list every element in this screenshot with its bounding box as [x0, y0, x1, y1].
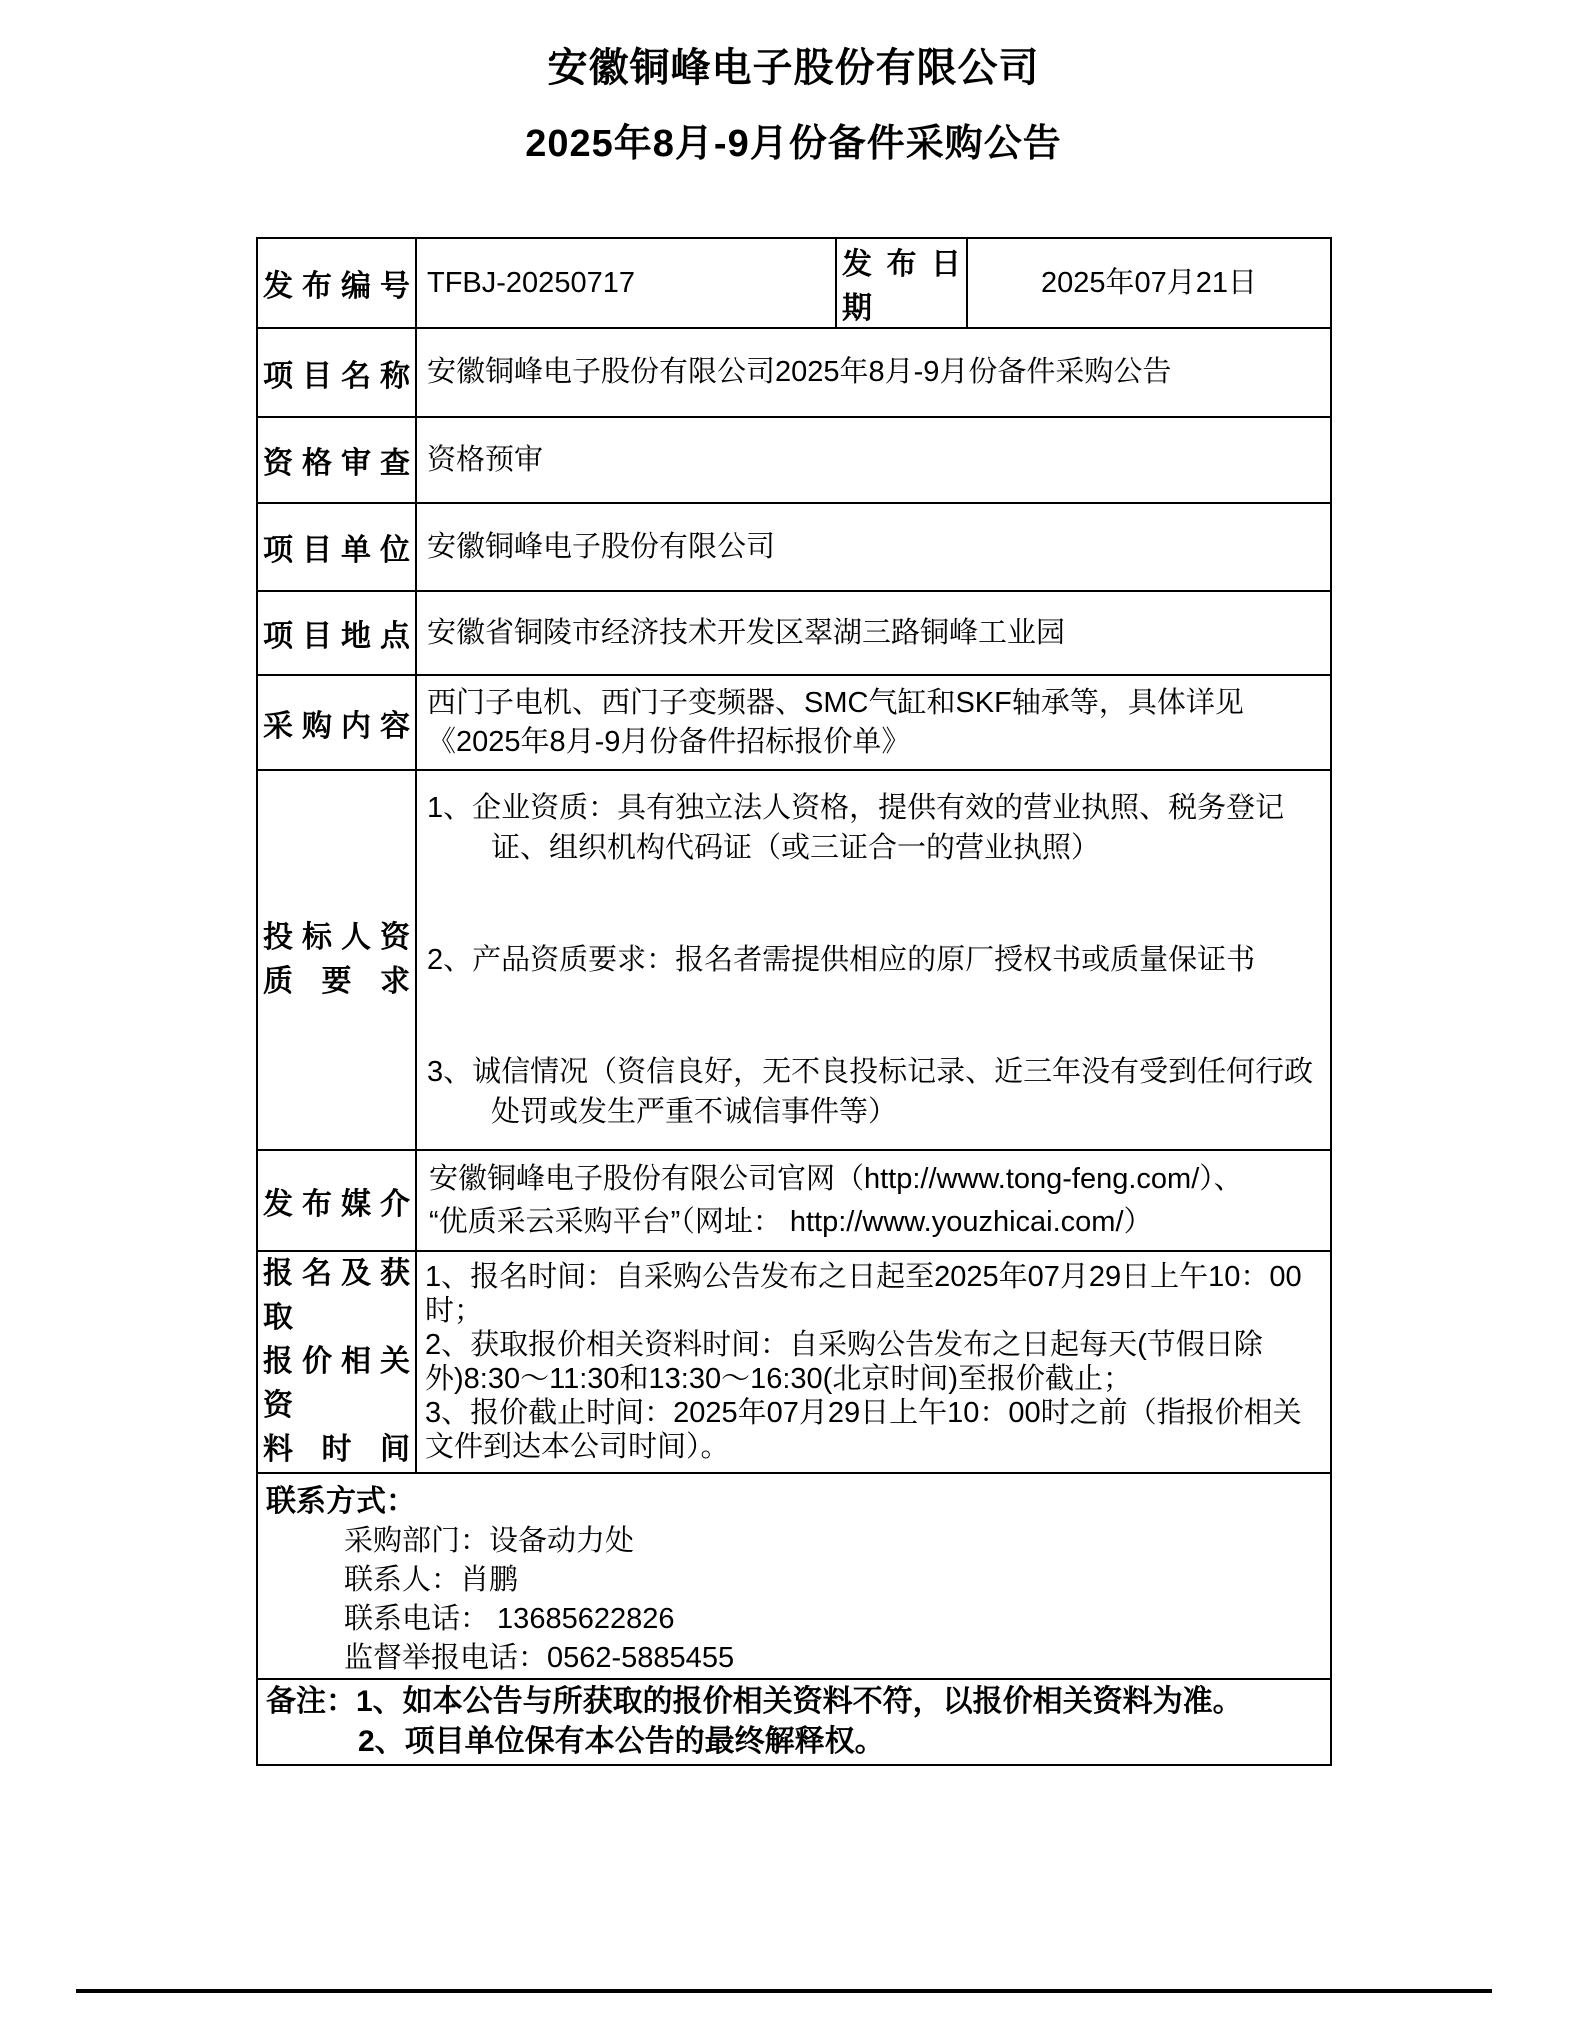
procurement-content-value: 西门子电机、西门子变频器、SMC气缸和SKF轴承等，具体详见《2025年8月-9月份备件招标报价单》	[416, 675, 1331, 770]
bidder-qualification-label-line: 投标人资	[263, 921, 410, 954]
publish-media-line: “优质采云采购平台”（网址： http://www.youzhicai.com/）	[429, 1205, 1153, 1238]
schedule-item: 2、获取报价相关资料时间：自采购公告发布之日起每天(节假日除外)8:30～11:30和13:30～16:30(北京时间)至报价截止；	[425, 1329, 1263, 1395]
publish-media-label: 发布媒介	[257, 1150, 416, 1251]
qualification-review-value: 资格预审	[416, 417, 1331, 503]
publish-media-line: 安徽铜峰电子股份有限公司官网（http://www.tong-feng.com/）、	[429, 1162, 1243, 1195]
row-project-unit	[257, 503, 1331, 591]
bidder-qualification-value	[416, 770, 1331, 1150]
footer-rule	[76, 1989, 1492, 1993]
project-location-value: 安徽省铜陵市经济技术开发区翠湖三路铜峰工业园	[416, 591, 1331, 675]
contact-line-person: 联系人：肖鹏	[344, 1564, 519, 1596]
schedule-item: 1、报名时间：自采购公告发布之日起至2025年07月29日上午10：00时；	[425, 1261, 1302, 1327]
row-contact	[257, 1473, 1331, 1679]
schedule-label	[257, 1251, 416, 1473]
row-procurement-content	[257, 675, 1331, 770]
publish-no-label: 发布编号	[257, 238, 416, 328]
remark-item: 1、如本公告与所获取的报价相关资料不符，以报价相关资料为准。	[356, 1685, 1243, 1718]
remark-cell	[257, 1679, 1331, 1765]
contact-line-phone: 联系电话： 13685622826	[344, 1603, 675, 1635]
project-name-value: 安徽铜峰电子股份有限公司2025年8月-9月份备件采购公告	[416, 328, 1331, 417]
project-unit-value: 安徽铜峰电子股份有限公司	[416, 503, 1331, 591]
publish-no-value: TFBJ-20250717	[416, 238, 836, 328]
schedule-label-line: 报价相关资	[263, 1345, 410, 1422]
row-publish-no	[257, 238, 1331, 328]
bidder-qualification-label-line: 质要求	[263, 965, 410, 998]
schedule-value	[416, 1251, 1331, 1473]
row-project-name	[257, 328, 1331, 417]
row-remark	[257, 1679, 1331, 1765]
qualification-review-label: 资格审查	[257, 417, 416, 503]
remark-line-2: 2、项目单位保有本公告的最终解释权。	[358, 1725, 885, 1758]
contact-cell	[257, 1473, 1331, 1679]
announcement-table	[256, 237, 1332, 1766]
schedule-label-line: 料时间	[263, 1433, 410, 1466]
row-schedule	[257, 1251, 1331, 1473]
remark-prefix: 备注：	[266, 1685, 356, 1718]
schedule-item: 3、报价截止时间：2025年07月29日上午10：00时之前（指报价相关文件到达本公司时间）。	[425, 1397, 1302, 1463]
schedule-label-line: 报名及获取	[263, 1257, 410, 1334]
qualification-item: 3、诚信情况（资信良好，无不良投标记录、近三年没有受到任何行政处罚或发生严重不诚信事件等）	[427, 1056, 1314, 1128]
project-unit-label: 项目单位	[257, 503, 416, 591]
qualification-item: 2、产品资质要求：报名者需提供相应的原厂授权书或质量保证书	[427, 944, 1256, 976]
page-subtitle: 2025年8月-9月份备件采购公告	[525, 123, 1062, 165]
qualification-item: 1、企业资质：具有独立法人资格，提供有效的营业执照、税务登记证、组织机构代码证（或三证合一的营业执照）	[427, 792, 1285, 864]
project-location-label: 项目地点	[257, 591, 416, 675]
row-qualification-review	[257, 417, 1331, 503]
procurement-content-label: 采购内容	[257, 675, 416, 770]
bidder-qualification-label	[257, 770, 416, 1150]
publish-date-label: 发布日期	[836, 238, 967, 328]
contact-line-department: 采购部门：设备动力处	[344, 1525, 635, 1557]
remark-line-1	[266, 1682, 1320, 1722]
publish-date-value: 2025年07月21日	[967, 238, 1331, 328]
row-bidder-qualification	[257, 770, 1331, 1150]
contact-line-supervision-phone: 监督举报电话：0562-5885455	[344, 1642, 735, 1674]
page-title: 安徽铜峰电子股份有限公司	[547, 46, 1040, 90]
row-project-location	[257, 591, 1331, 675]
project-name-label: 项目名称	[257, 328, 416, 417]
contact-heading: 联系方式：	[266, 1485, 416, 1518]
row-publish-media	[257, 1150, 1331, 1251]
publish-media-value	[416, 1150, 1331, 1251]
